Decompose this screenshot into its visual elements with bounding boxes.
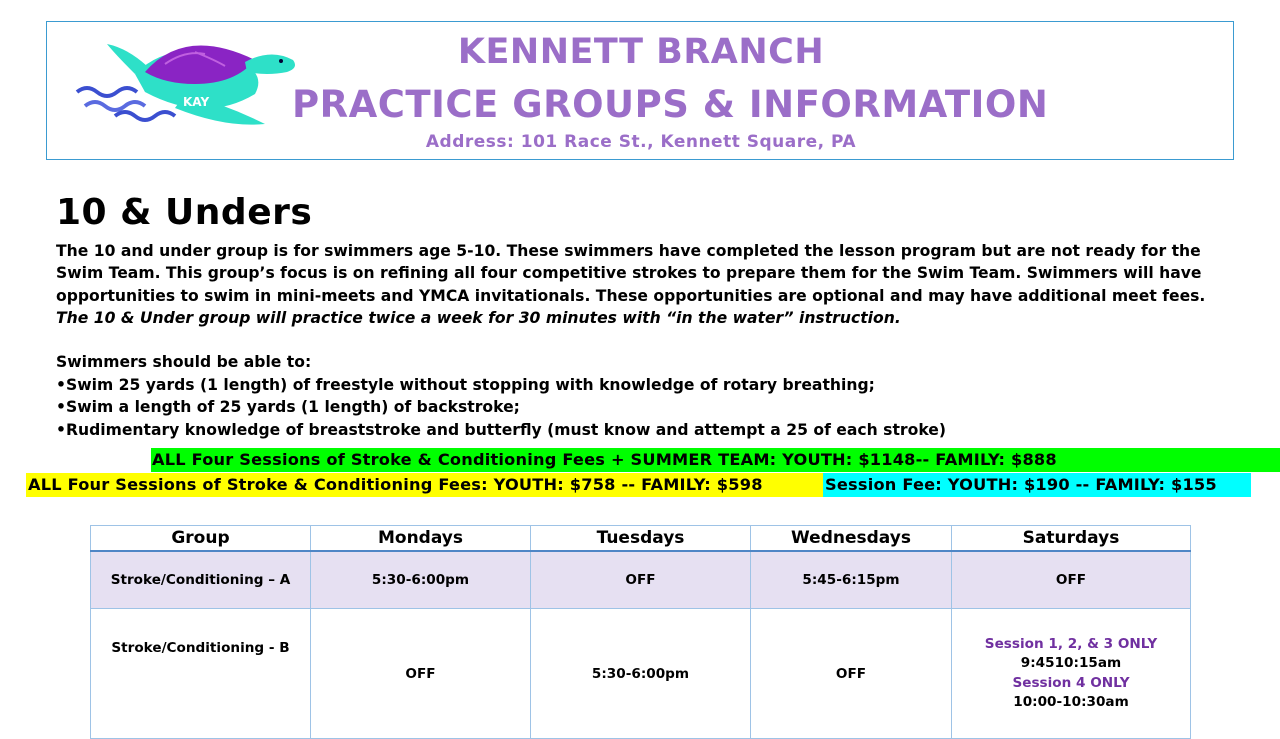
session-time: 10:00-10:30am [1013,694,1129,710]
table-row [91,551,1191,609]
branch-title: KENNETT BRANCH [457,32,825,72]
skill-item: •Rudimentary knowledge of breaststroke and butterfly (must know and attempt a 25 of each stroke) [56,420,946,439]
column-header-wednesdays: Wednesdays [751,526,952,552]
group-cell: Stroke/Conditioning – A [91,551,311,609]
column-header-saturdays: Saturdays [952,526,1191,552]
monday-cell: OFF [311,609,531,739]
table-row [91,609,1191,739]
session-time: 9:4510:15am [1020,655,1122,671]
schedule-table [90,525,1191,739]
description-text: The 10 and under group is for swimmers age 5-10. These swimmers have completed the lesson program but are not ready for the Swim Team. This group’s focus is on refining all four competitive strokes to prepare them for the Swim Team. Swimmers will have opportunities to swim in mini-meets and YMCA invitationals. These opportunities are optional and may have additional meet fees. [56,242,1206,305]
tuesday-cell: OFF [531,551,751,609]
column-header-mondays: Mondays [311,526,531,552]
column-header-group: Group [91,526,311,552]
saturday-cell [952,609,1191,739]
section-title: 10 & Unders [56,192,313,233]
practice-frequency-note: The 10 & Under group will practice twice a week for 30 minutes with “in the water” instruction. [56,309,901,328]
header-box [46,21,1234,160]
skill-item: •Swim a length of 25 yards (1 length) of backstroke; [56,398,520,416]
group-cell: Stroke/Conditioning - B [91,609,311,739]
saturday-cell: OFF [952,551,1191,609]
all-sessions-fee-text: ALL Four Sessions of Stroke & Conditioning Fees: YOUTH: $758 -- FAMILY: $598 [28,475,763,494]
address-text: Address: 101 Race St., Kennett Square, PA [425,132,857,152]
session-note: Session 1, 2, & 3 ONLY [984,635,1158,652]
wednesday-cell: OFF [751,609,952,739]
column-header-tuesdays: Tuesdays [531,526,751,552]
logo-text: KAY [183,95,210,109]
skills-heading: Swimmers should be able to: [56,353,312,371]
skill-item: •Swim 25 yards (1 length) of freestyle without stopping with knowledge of rotary breathing; [56,375,875,394]
summer-fee-text: ALL Four Sessions of Stroke & Conditioning Fees + SUMMER TEAM: YOUTH: $1148-- FAMILY: $888 [152,450,1057,469]
all-sessions-fee-banner [26,473,823,497]
skills-list [56,351,946,441]
monday-cell: 5:30-6:00pm [311,551,531,609]
session-fee-text: Session Fee: YOUTH: $190 -- FAMILY: $155 [825,475,1217,494]
session-fee-banner [823,473,1251,497]
session-note: Session 4 ONLY [1012,674,1130,691]
page-title: PRACTICE GROUPS & INFORMATION [292,83,1049,126]
tuesday-cell: 5:30-6:00pm [531,609,751,739]
table-header-row [91,526,1191,552]
group-description [56,240,1236,330]
summer-fee-banner [151,448,1280,472]
wednesday-cell: 5:45-6:15pm [751,551,952,609]
